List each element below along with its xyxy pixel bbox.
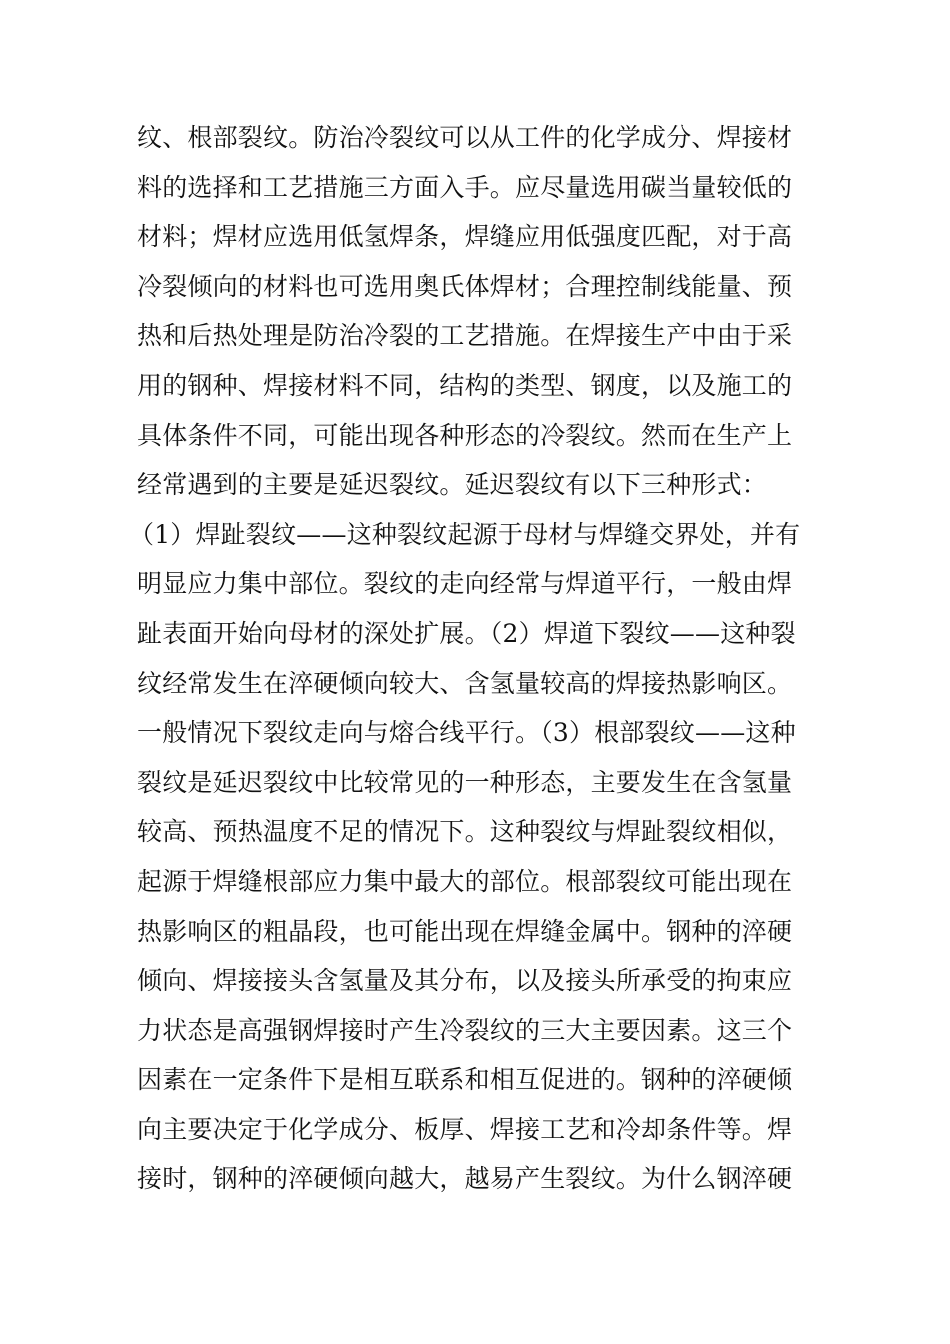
text-line: 具体条件不同，可能出现各种形态的冷裂纹。然而在生产上	[137, 420, 793, 450]
text-line: 材料；焊材应选用低氢焊条，焊缝应用低强度匹配，对于高	[137, 222, 793, 252]
text-line: 趾表面开始向母材的深处扩展。（2）焊道下裂纹——这种裂	[137, 618, 796, 648]
text-line: 一般情况下裂纹走向与熔合线平行。（3）根部裂纹——这种	[137, 718, 796, 748]
text-line: 料的选择和工艺措施三方面入手。应尽量选用碳当量较低的	[137, 172, 793, 202]
text-line: 经常遇到的主要是延迟裂纹。延迟裂纹有以下三种形式：	[137, 470, 768, 500]
text-line: 向主要决定于化学成分、板厚、焊接工艺和冷却条件等。焊	[137, 1114, 793, 1144]
body-text	[129, 113, 827, 1204]
text-line: 起源于焊缝根部应力集中最大的部位。根部裂纹可能出现在	[137, 866, 793, 896]
text-line: 因素在一定条件下是相互联系和相互促进的。钢种的淬硬倾	[137, 1065, 793, 1095]
text-line: 力状态是高强钢焊接时产生冷裂纹的三大主要因素。这三个	[137, 1015, 793, 1045]
text-line: 热和后热处理是防治冷裂的工艺措施。在焊接生产中由于采	[137, 321, 793, 351]
text-line: 明显应力集中部位。裂纹的走向经常与焊道平行，一般由焊	[137, 569, 793, 599]
text-line: 倾向、焊接接头含氢量及其分布，以及接头所承受的拘束应	[137, 966, 793, 996]
text-line: 冷裂倾向的材料也可选用奥氏体焊材；合理控制线能量、预	[137, 271, 793, 301]
text-line: 用的钢种、焊接材料不同，结构的类型、钢度，以及施工的	[137, 370, 793, 400]
text-line: 裂纹是延迟裂纹中比较常见的一种形态，主要发生在含氢量	[137, 767, 793, 797]
text-line: 纹经常发生在淬硬倾向较大、含氢量较高的焊接热影响区。	[137, 668, 793, 698]
text-line: 接时，钢种的淬硬倾向越大，越易产生裂纹。为什么钢淬硬	[137, 1164, 793, 1194]
text-line: （1）焊趾裂纹——这种裂纹起源于母材与焊缝交界处，并有	[129, 519, 801, 549]
text-line: 纹、根部裂纹。防治冷裂纹可以从工件的化学成分、焊接材	[137, 123, 793, 152]
text-line: 热影响区的粗晶段，也可能出现在焊缝金属中。钢种的淬硬	[137, 916, 793, 946]
text-line: 较高、预热温度不足的情况下。这种裂纹与焊趾裂纹相似，	[137, 817, 793, 847]
